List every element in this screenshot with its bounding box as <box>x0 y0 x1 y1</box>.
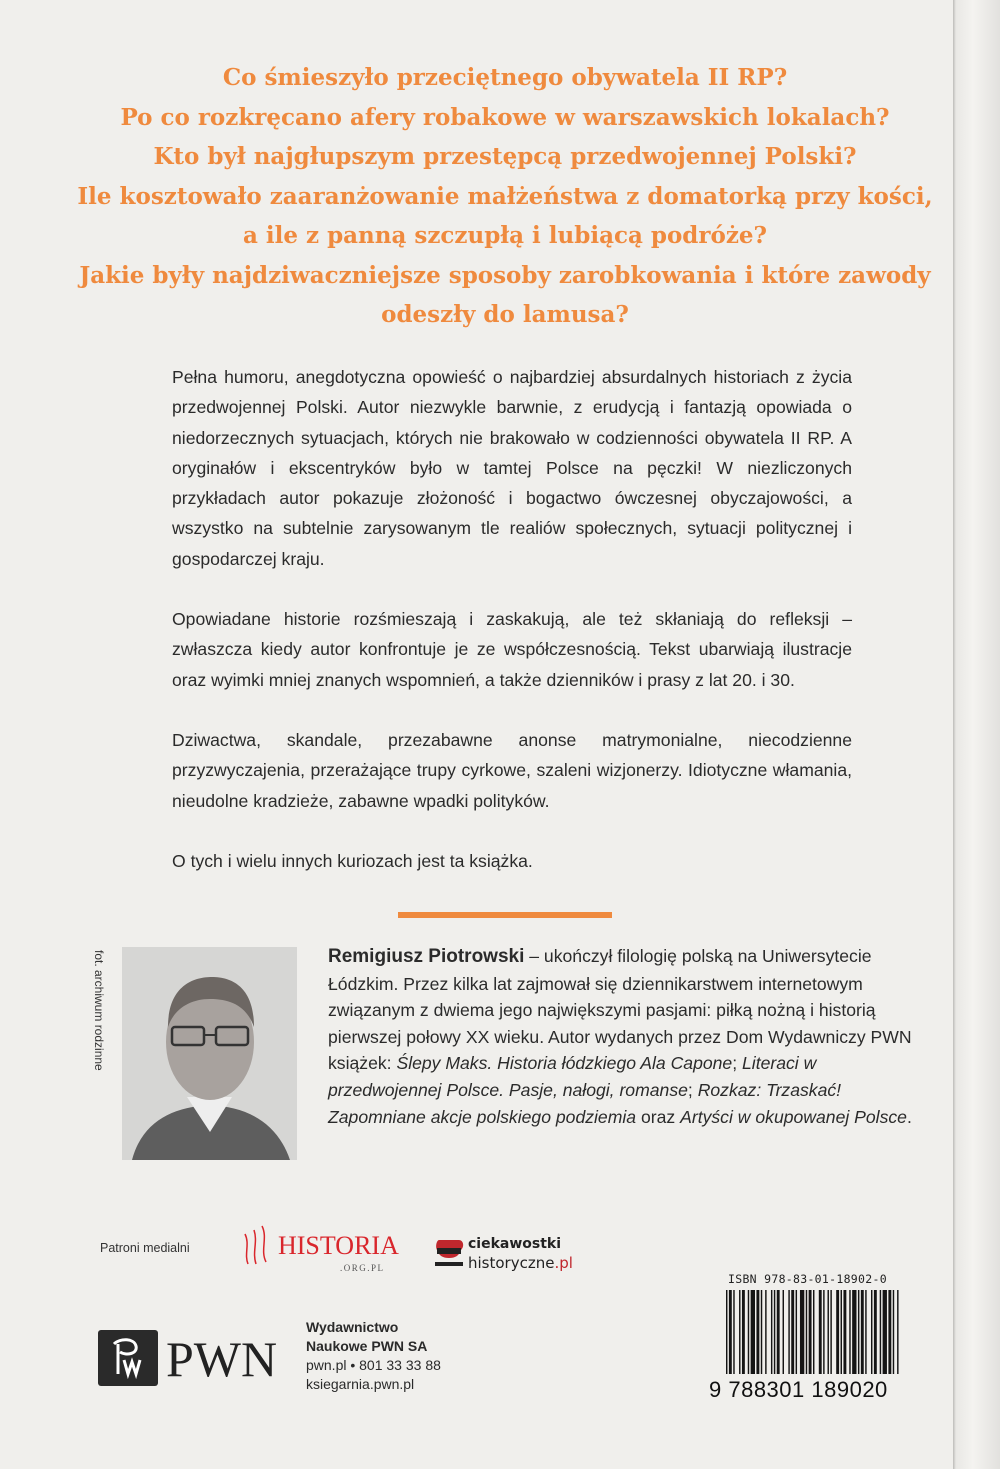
ciekawostki-logo <box>435 1234 605 1281</box>
publisher-info <box>306 1318 441 1394</box>
barcode-bar <box>823 1290 824 1374</box>
svg-text:historyczne.pl <box>468 1254 573 1272</box>
barcode-bar <box>828 1290 829 1374</box>
barcode-bar <box>861 1290 864 1374</box>
orange-divider <box>398 912 612 918</box>
barcode-bar <box>849 1290 850 1374</box>
barcode-bar <box>806 1290 807 1374</box>
barcode-bar <box>841 1290 842 1374</box>
author-photo <box>122 947 297 1160</box>
question: Ile kosztowało zaaranżowanie małżeństwa z domatorką przy kości, <box>77 182 933 210</box>
blurb-paragraph: Pełna humoru, anegdotyczna opowieść o najbardziej absurdalnych historiach z życia przedwojennej Polski. Autor niezwykle barwnie, z erudycją i fantazją opowiada o niedorzecznych sytuacjach, których nie brakowało w codzienności obywatela II RP. A oryginałów i ekscentryków było w tamtej Polsce na pęczki! W niezliczonych przykładach autor pokazuje złożoność i bogactwo ówczesnej obyczajowości, a wszystko na subtelnie zarysowanym tle realiów społecznych, sytuacji politycznej i gospodarczej kraju. <box>172 367 852 569</box>
barcode-bar <box>771 1290 772 1374</box>
ciek-logo-tld: .pl <box>554 1254 573 1272</box>
book-title: Artyści w okupowanej Polsce <box>680 1106 907 1127</box>
barcode-bar <box>843 1290 846 1374</box>
media-patrons-label: Patroni medialni <box>100 1241 190 1255</box>
barcode-bar <box>819 1290 822 1374</box>
barcode-bar <box>742 1290 745 1374</box>
author-name: Remigiusz Piotrowski <box>328 946 525 967</box>
barcode-bar <box>893 1290 894 1374</box>
barcode-bar <box>830 1290 831 1374</box>
historia-logo-sub: .ORG.PL <box>340 1263 385 1273</box>
barcode-bar <box>726 1290 727 1374</box>
barcode-bar <box>871 1290 872 1374</box>
barcode-bar <box>836 1290 839 1374</box>
question: Po co rozkręcano afery robakowe w warszawskich lokalach? <box>120 103 890 131</box>
barcode-bar <box>774 1290 775 1374</box>
separator: ; <box>687 1079 698 1100</box>
barcode-bar <box>883 1290 887 1374</box>
barcode-bar <box>729 1290 732 1374</box>
barcode-bar <box>800 1290 804 1374</box>
barcode-bar <box>739 1290 740 1374</box>
book-title: Literaci w przedwojennej Polsce. Pasje, nałogi, romanse <box>328 1053 817 1100</box>
barcode-bar <box>813 1290 814 1374</box>
ciek-logo-bottom: historyczne <box>468 1254 555 1272</box>
question: Kto był najgłupszym przestępcą przedwojennej Polski? <box>153 143 857 170</box>
barcode-bar <box>777 1290 780 1374</box>
book-title: Ślepy Maks. Historia łódzkiego Ala Capone <box>396 1053 733 1074</box>
barcode-bar <box>791 1290 794 1374</box>
publisher-name-2: Naukowe PWN SA <box>306 1338 428 1354</box>
separator: ; <box>732 1053 742 1074</box>
pwn-logo <box>98 1330 278 1391</box>
question: Jakie były najdziwaczniejsze sposoby zarobkowania i które zawody <box>79 261 931 289</box>
barcode-bar <box>897 1290 898 1374</box>
barcode-bar <box>733 1290 734 1374</box>
pwn-logo-text: PWN <box>166 1331 278 1386</box>
publisher-contact: pwn.pl • 801 33 33 88 <box>306 1357 441 1373</box>
barcode-bar <box>788 1290 789 1374</box>
bio-text: – ukończył filologię polską na Uniwersytecie Łódzkim. Przez kilka lat zajmował się dziennikarstwem internetowym związanym z dwiema jego największymi pasjami: piłką nożną i historią pierwszej połowy XX wieku. Autor wydanych przez Dom Wydawniczy PWN książek: <box>328 946 912 1074</box>
blurb <box>172 362 852 906</box>
barcode-bar <box>751 1290 755 1374</box>
photo-credit: fot. archiwum rodzinne <box>92 950 106 1071</box>
book-title: Rozkaz: Trzaskać! Zapomniane akcje polskiego podziemia <box>328 1079 842 1127</box>
question: odeszły do lamusa? <box>381 301 629 328</box>
barcode-bar <box>756 1290 759 1374</box>
headline-questions <box>40 58 970 335</box>
barcode-bar <box>796 1290 797 1374</box>
author-bio <box>328 943 918 1130</box>
blurb-paragraph: Opowiadane historie rozśmieszają i zaskakują, ale też skłaniają do refleksji – zwłaszcza kiedy autor konfrontuje je ze współczesnością. Tekst ubarwiają ilustracje oraz wyimki mniej znanych wspomnień, a także dzienników i prasy z lat 20. i 30. <box>172 609 852 690</box>
blurb-paragraph: O tych i wielu innych kuriozach jest ta książka. <box>172 850 533 871</box>
barcode-bar <box>888 1290 891 1374</box>
barcode-bar <box>852 1290 856 1374</box>
separator: . <box>906 1106 912 1127</box>
barcode-digits: 9 788301 189020 <box>709 1377 888 1402</box>
barcode-bar <box>874 1290 877 1374</box>
barcode-bar <box>865 1290 866 1374</box>
isbn-label: ISBN 978-83-01-18902-0 <box>728 1272 887 1286</box>
question: Co śmieszyło przeciętnego obywatela II RP? <box>222 64 788 91</box>
historia-logo-text: HISTORIA <box>278 1231 399 1260</box>
blurb-paragraph: Dziwactwa, skandale, przezabawne anonse matrymonialne, niecodzienne przyzwyczajenia, przerażające trupy cyrkowe, szaleni wizjonerzy. Idiotyczne włamania, nieudolne kradzieże, zabawne wpadki polityków. <box>172 729 852 811</box>
barcode-bar <box>880 1290 881 1374</box>
barcode-bar <box>761 1290 762 1374</box>
barcode-bar <box>858 1290 859 1374</box>
barcode-bar <box>748 1290 749 1374</box>
publisher-name-1: Wydawnictwo <box>306 1319 399 1335</box>
barcode <box>726 1290 901 1376</box>
separator: oraz <box>636 1106 681 1127</box>
barcode-bar <box>809 1290 812 1374</box>
historia-logo <box>240 1224 410 1281</box>
barcode-bar <box>783 1290 784 1374</box>
question: a ile z panną szczupłą i lubiącą podróże? <box>242 222 768 249</box>
publisher-shop-link: ksiegarnia.pwn.pl <box>306 1376 415 1392</box>
ciek-logo-top: ciekawostki <box>468 1236 562 1252</box>
barcode-bar <box>765 1290 766 1374</box>
